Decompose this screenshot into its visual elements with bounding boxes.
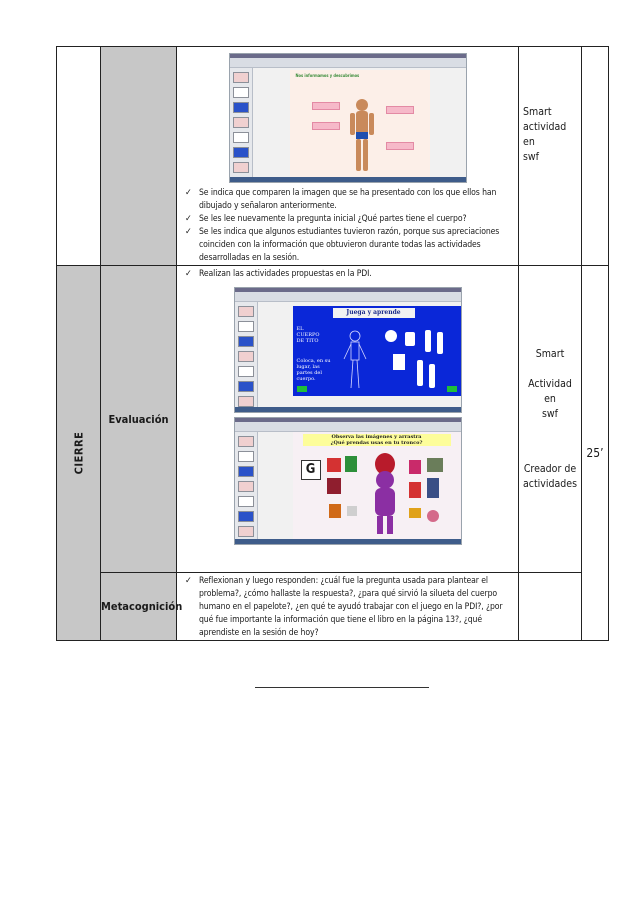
bullet-activities: ✓ Realizan las actividades propuestas en la PDI. <box>185 268 512 281</box>
table-row <box>57 47 609 266</box>
body-silhouette-pieces <box>333 324 453 394</box>
phase-label: Evaluación <box>108 412 169 426</box>
smart-screenshot-body <box>229 53 467 183</box>
resource-line: actividad en <box>523 121 567 148</box>
game2-title <box>303 434 451 446</box>
human-body-figure <box>348 98 376 174</box>
table-row <box>57 573 609 641</box>
activity-cell <box>177 47 519 266</box>
resources-cell <box>519 47 582 266</box>
phase-metacognicion <box>101 573 183 641</box>
screenshot-heading: Nos informamos y descubrimos <box>295 73 360 78</box>
game-text: lugar, las <box>296 364 320 370</box>
time-cell-empty <box>582 47 609 266</box>
game-text: EL <box>296 326 304 332</box>
time-cell <box>582 266 609 641</box>
phase-evaluacion <box>101 266 177 573</box>
game2-title-line: Observa las imágenes y arrastra <box>331 434 422 440</box>
stage-cell-empty <box>57 47 101 266</box>
stage-label: CIERRE <box>72 431 85 475</box>
resource-line: swf <box>523 151 539 163</box>
activity-cell <box>177 573 519 641</box>
phase-label: Metacognición <box>101 600 183 613</box>
activity-cell <box>177 266 519 573</box>
bullet-students-right: ✓ Se les indica que algunos estudiantes tuvieron razón, porque sus apreciaciones coinciden con la información que obtuvieron durante todas las actividades desarrolladas en la sesión. <box>185 226 512 265</box>
resources-cell <box>519 266 582 573</box>
game-text: cuerpo. <box>296 376 316 382</box>
clothing-items <box>323 450 459 540</box>
game2-letter: G <box>301 460 321 480</box>
game2-title-line: ¿Qué prendas usas en tu tronco? <box>330 440 423 446</box>
resource-line: Creador de <box>523 462 577 475</box>
resource-line: actividades <box>522 477 578 490</box>
resource-line: Actividad en <box>528 377 572 405</box>
smart-screenshot-game2 <box>234 417 462 545</box>
time-value: 25’ <box>586 446 604 460</box>
game-text: DE TITO <box>296 338 319 344</box>
game-text: Coloca, en su <box>296 358 331 364</box>
resource-line: Smart <box>535 347 565 360</box>
game-text: partes del <box>296 370 322 376</box>
lesson-table <box>56 46 608 641</box>
smart-screenshot-game1 <box>234 287 462 413</box>
resource-line: swf <box>542 407 558 420</box>
resource-line: Smart <box>523 106 552 118</box>
bullet-compare-image: ✓ Se indica que comparen la imagen que se ha presentado con los que ellos han dibujado y señalaron anteriormente. <box>185 187 512 213</box>
bullet-read-question: ✓ Se les lee nuevamente la pregunta inicial ¿Qué partes tiene el cuerpo? <box>185 213 512 226</box>
stage-cell-cierre <box>57 266 101 641</box>
game-title: Juega y aprende <box>333 308 415 318</box>
game-text: CUERPO <box>296 332 320 338</box>
signature-line <box>255 687 429 688</box>
table-row <box>57 266 609 573</box>
bullet-reflexion: ✓ Reflexionan y luego responden: ¿cuál fue la pregunta usada para plantear el problema?, ¿cómo hallaste la respuesta?, ¿para qué sirvió la silueta del cuerpo humano en el papelote?, ¿en qué te ayudó trabajar con el juego en la PDI?, ¿por qué fue importante la información que tiene el libro en la página 13?, ¿qué aprendiste en la sesión de hoy? <box>185 575 512 640</box>
phase-cell-empty <box>101 47 177 266</box>
resources-cell-empty <box>519 573 582 641</box>
